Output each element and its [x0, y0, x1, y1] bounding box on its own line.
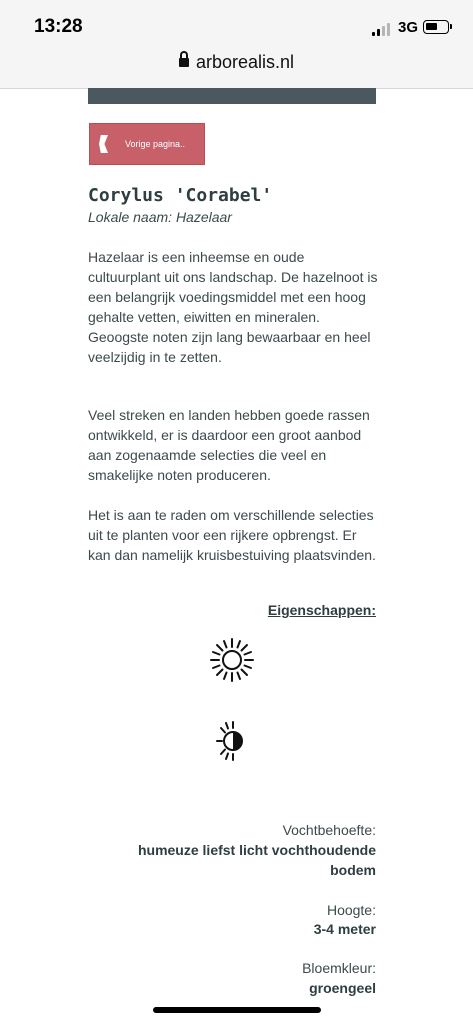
property-value-height: 3-4 meter	[313, 921, 376, 937]
property-label-flower-color: Bloemkleur:	[302, 960, 376, 976]
url-display[interactable]	[0, 52, 473, 73]
lock-icon	[179, 58, 189, 67]
description-paragraph-1: Hazelaar is een inheemse en oude cultuurplant uit ons landschap. De hazelnoot is een belangrijk voedingsmiddel met een hoog gehalte vetten, eiwitten en mineralen. Geoogste noten zijn lang bewaarbaar en heel veelzijdig in te zetten.	[88, 249, 378, 365]
status-bar	[0, 0, 473, 44]
home-indicator[interactable]	[153, 1007, 321, 1013]
network-type: 3G	[398, 19, 419, 36]
back-arrow-icon	[99, 135, 108, 153]
battery-icon	[423, 20, 449, 34]
property-value-moisture: humeuze liefst licht vochthoudende bodem	[137, 842, 376, 878]
local-name: Lokale naam: Hazelaar	[88, 209, 232, 225]
property-label-moisture: Vochtbehoefte:	[282, 822, 376, 838]
properties-link[interactable]: Eigenschappen:	[267, 602, 376, 618]
previous-page-label: Vorige pagina..	[125, 139, 186, 149]
page-title: Corylus 'Corabel'	[88, 185, 273, 206]
signal-icon	[372, 22, 394, 36]
description-paragraph-2: Veel streken en landen hebben goede rassen ontwikkeld, er is daardoor een groot aanbod aan zogenaamde selecties die veel en smakelijke noten produceren.	[88, 407, 370, 483]
url-text: arborealis.nl	[195, 52, 295, 72]
address-bar[interactable]	[0, 44, 473, 89]
header-bar	[88, 88, 376, 104]
description-paragraph-3: Het is aan te raden om verschillende selecties uit te planten voor een rijkere opbrengst. Er kan dan namelijk kruisbestuiving plaatsvinden.	[88, 507, 376, 563]
property-label-height: Hoogte:	[326, 902, 376, 918]
half-shade-icon	[215, 718, 251, 764]
clock: 13:28	[34, 16, 83, 37]
property-value-flower-color: groengeel	[309, 980, 376, 996]
previous-page-button[interactable]	[89, 123, 205, 165]
full-sun-icon	[209, 637, 255, 683]
